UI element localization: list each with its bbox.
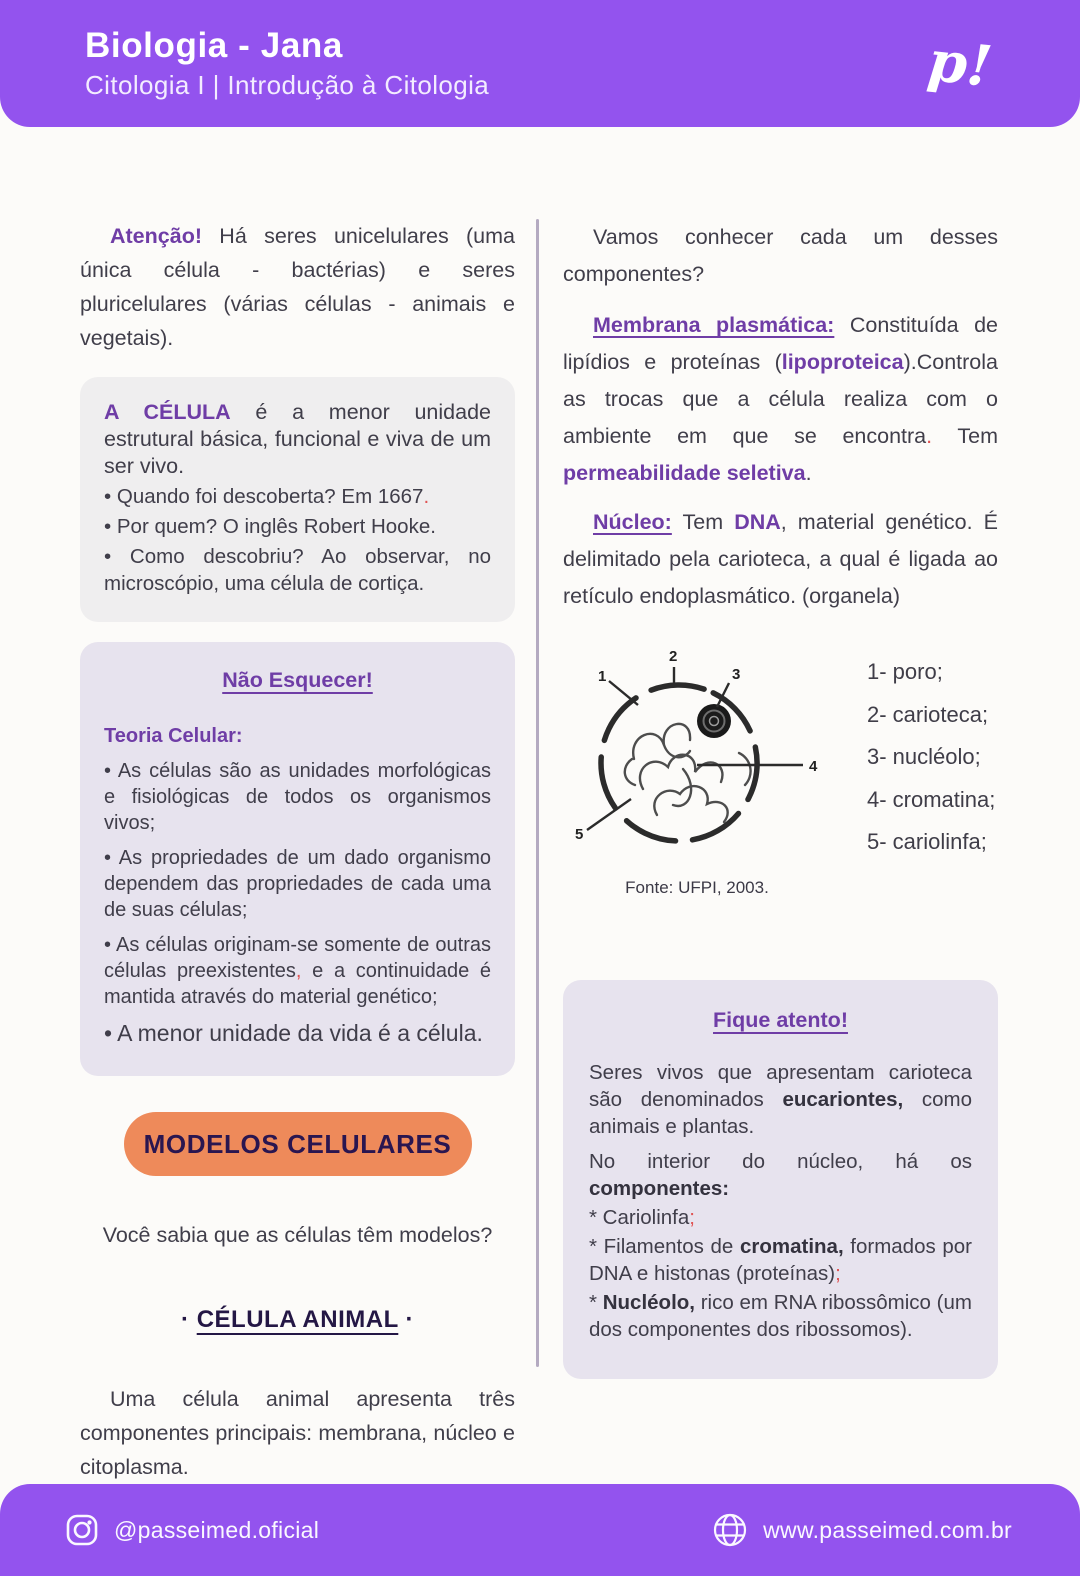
marker-4: 4 (809, 758, 818, 775)
nucleus-diagram (571, 641, 823, 898)
marker-5: 5 (575, 826, 584, 843)
cell-bullet-how: • Como descobriu? Ao observar, no microscópio, uma célula de cortiça. (104, 545, 491, 595)
legend-item: 1- poro; (867, 659, 943, 684)
nucleolus-blob (697, 704, 731, 738)
models-question: Você sabia que as células têm modelos? (102, 1223, 493, 1247)
header-titles (85, 26, 489, 101)
nucleo-label: Núcleo: (593, 510, 672, 534)
remember-box (80, 642, 515, 1076)
remember-title: Não Esquecer! (222, 668, 373, 692)
attention-paragraph (80, 219, 515, 355)
chromatin-squiggles (625, 724, 751, 822)
eucariontes-term: eucariontes, (782, 1088, 904, 1111)
fique-atento-box (563, 980, 998, 1379)
label-lines (587, 667, 803, 830)
lipoproteica-term: lipoproteica (781, 350, 904, 374)
cell-bullet-who: • Por quem? O inglês Robert Hooke. (104, 515, 436, 538)
legend-item: 4- cromatina; (867, 786, 996, 812)
page-subtitle: Citologia I | Introdução à Citologia (85, 70, 490, 100)
nucleolo-term: Nucléolo, (602, 1291, 695, 1314)
cell-definition-box (80, 377, 515, 622)
nucleus-components-lead: No interior do núcleo, há os componentes: (589, 1150, 972, 1200)
cell-theory-heading: Teoria Celular: (104, 725, 243, 747)
globe-icon (711, 1511, 749, 1549)
legend-item: 3- nucléolo; (867, 744, 981, 769)
right-column (563, 219, 998, 1484)
website-url: www.passeimed.com.br (763, 1516, 1012, 1543)
red-semicolon: ; (689, 1206, 695, 1229)
red-semicolon: ; (835, 1262, 841, 1285)
animal-cell-paragraph: Uma célula animal apresenta três componentes principais: membrana, núcleo e citoplasma. (80, 1387, 515, 1479)
eucariontes-paragraph: Seres vivos que apresentam carioteca são denominados eucariontes, como animais e plantas. (589, 1061, 972, 1138)
dna-term: DNA (734, 510, 781, 534)
marker-2: 2 (669, 648, 678, 665)
instagram-handle: @passeimed.oficial (114, 1516, 320, 1543)
theory-bullet-4: • A menor unidade da vida é a célula. (104, 1020, 483, 1046)
components-intro-paragraph: Vamos conhecer cada um desses componentes? (563, 225, 998, 286)
red-period: . (423, 485, 430, 508)
red-period: . (926, 424, 933, 448)
celula-animal-label: CÉLULA ANIMAL (196, 1306, 399, 1333)
theory-bullet-2: • As propriedades de um dado organismo dependem das propriedades de cada uma de suas células; (104, 847, 491, 921)
brand-logo: p! (924, 27, 996, 100)
instagram-icon (64, 1512, 100, 1548)
component-cromatina: * Filamentos de cromatina, formados por DNA e histonas (proteínas); (589, 1235, 973, 1285)
marker-3: 3 (732, 666, 741, 683)
modelos-celulares-badge (124, 1112, 472, 1176)
cromatina-term: cromatina, (739, 1235, 844, 1258)
nucleo-paragraph: Núcleo: Tem DNA, material genético. É delimitado pela carioteca, a qual é ligada ao retículo endoplasmático. (organela) (563, 510, 998, 608)
fique-atento-title: Fique atento! (713, 1008, 848, 1032)
website-link[interactable] (711, 1511, 1012, 1549)
figure-caption: Fonte: UFPI, 2003. (625, 878, 769, 897)
legend-item: 2- carioteca; (867, 701, 989, 727)
column-divider (536, 219, 539, 1367)
membrana-label: Membrana plasmática: (593, 313, 835, 337)
permeabilidade-term: permeabilidade seletiva (563, 461, 806, 485)
nucleus-figure (571, 641, 998, 898)
cell-definition-title: A CÉLULA (104, 400, 231, 424)
cell-definition-intro (104, 399, 491, 480)
membrana-paragraph: Membrana plasmática: Constituída de lipídios e proteínas (lipoproteica).Controla as trocas que a célula realiza com o ambiente em que se encontra. Tem permeabilidade seletiva. (563, 313, 999, 485)
nucleus-diagram-drawing (571, 641, 823, 859)
footer-bar (0, 1484, 1080, 1576)
attention-text: Há seres unicelulares (uma única célula - bactérias) e seres pluricelulares (várias células - animais e vegetais). (80, 224, 515, 350)
instagram-link[interactable] (64, 1512, 319, 1548)
marker-1: 1 (598, 668, 607, 685)
theory-bullet-3: • As células originam-se somente de outras células preexistentes, e a continuidade é mantida através do material genético; (104, 934, 491, 1008)
header-bar (0, 0, 1080, 127)
page-title: Biologia - Jana (85, 26, 343, 65)
celula-animal-heading: · CÉLULA ANIMAL · (181, 1306, 414, 1333)
left-column (80, 219, 515, 1484)
cell-definition-text: é a menor unidade estrutural básica, funcional e viva de um ser vivo. (104, 400, 491, 478)
main-content (0, 127, 1080, 1484)
theory-bullet-1: • As células são as unidades morfológicas e fisiológicas de todos os organismos vivos; (104, 760, 491, 834)
figure-legend (867, 641, 995, 898)
legend-item: 5- cariolinfa; (867, 829, 987, 854)
red-comma: , (295, 960, 302, 982)
component-cariolinfa: * Cariolinfa; (589, 1206, 695, 1229)
attention-label: Atenção! (110, 224, 202, 248)
cell-bullet-discovery: • Quando foi descoberta? Em 1667. (104, 485, 430, 508)
modelos-celulares-label: MODELOS CELULARES (143, 1128, 452, 1159)
component-nucleolo: * Nucléolo, rico em RNA ribossômico (um dos componentes dos ribossomos). (589, 1291, 972, 1341)
